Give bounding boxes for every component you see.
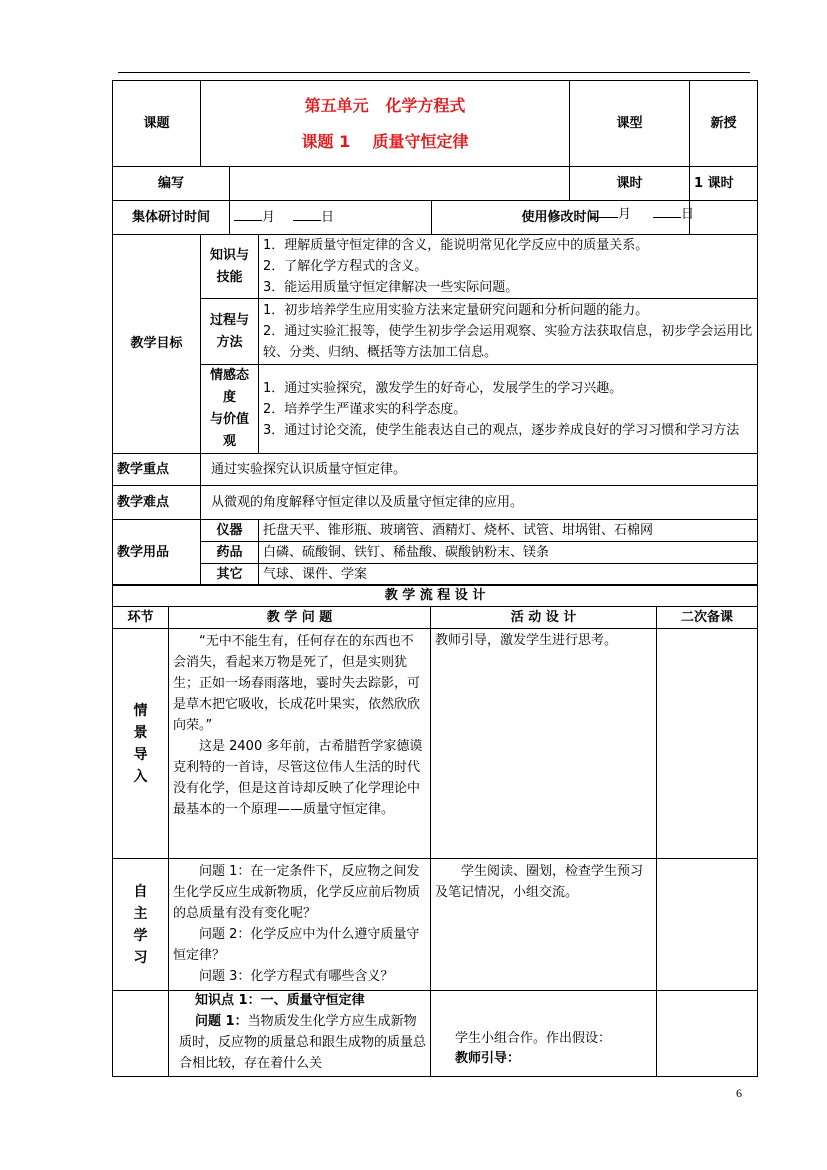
stage-self-study: 自 主 学 习 [113,859,169,991]
supply-cat-3: 其它 [201,564,259,586]
activity-intro: 教师引导，激发学生进行思考。 [431,629,657,859]
period-label: 课时 [570,167,690,201]
revision-intro [657,629,758,859]
flow-table [112,584,758,1077]
activity-knowledge: 学生小组合作。作出假设： 教师引导： [431,991,657,1077]
col-activity: 活 动 设 计 [431,607,657,629]
stage-knowledge [113,991,169,1077]
supply-cat-1: 仪器 [201,520,259,542]
supply-value-3: 气球、课件、学案 [259,564,758,586]
problem-intro: “无中不能生有，任何存在的东西也不会消失，看起来万物是死了，但是实则犹生；正如一场春雨落地，霎时失去踪影，可是草木把它吸收，长成花叶果实，依然欣欣向荣。” 这是 2400 多年前，古希腊哲学家德谟克利特的一首诗，尽管这位伟人生活的时代没有化学，但是这首诗却反映了化学理论中最基本的一个原理——质量守恒定律。 [169,629,431,859]
goal-cat-3: 情感态度 与价值观 [201,365,259,454]
study-time-label: 集体研讨时间 [113,201,230,235]
page-number: 6 [736,1086,742,1100]
revision-self-study [657,859,758,991]
goal-cat-2: 过程与 方法 [201,299,259,365]
lesson-title [201,81,570,167]
goals-table [112,234,758,586]
type-value: 新授 [690,81,758,167]
supplies-label: 教学用品 [113,520,201,586]
revise-time-label: 使用修改时间 [432,201,690,235]
problem-knowledge: 知识点 1：一、质量守恒定律 问题 1：当物质发生化学方应生成新物质时，反应物的质量总和跟生成物的质量总合相比较，存在着什么关 [169,991,431,1077]
key-point-label: 教学重点 [113,454,201,486]
problem-self-study: 问题 1：在一定条件下，反应物之间发生化学反应生成新物质，化学反应前后物质的总质量有没有变化呢？ 问题 2：化学反应中为什么遵守质量守恒定律？ 问题 3：化学方程式有哪些含义？ [169,859,431,991]
stage-intro: 情 景 导 入 [113,629,169,859]
author-label: 编写 [113,167,230,201]
supply-value-1: 托盘天平、锥形瓶、玻璃管、酒精灯、烧杯、试管、坩埚钳、石棉网 [259,520,758,542]
subject-label: 课题 [113,81,201,167]
difficulty-value: 从微观的角度解释守恒定律以及质量守恒定律的应用。 [201,486,758,520]
goal-items-2: 1．初步培养学生应用实验方法来定量研究问题和分析问题的能力。 2．通过实验汇报等，使学生初步学会运用观察、实验方法获取信息，初步学会运用比较、分类、归纳、概括等方法加工信息。 [259,299,758,365]
goal-items-3: 1．通过实验探究，激发学生的好奇心，发展学生的学习兴趣。 2．培养学生严谨求实的科学态度。 3．通过讨论交流，使学生能表达自己的观点，逐步养成良好的学习习惯和学习方法 [259,365,758,454]
flow-title: 教 学 流 程 设 计 [113,585,758,607]
col-problem: 教 学 问 题 [169,607,431,629]
col-stage: 环节 [113,607,169,629]
difficulty-label: 教学难点 [113,486,201,520]
supply-value-2: 白磷、硫酸铜、铁钉、稀盐酸、碳酸钠粉末、镁条 [259,542,758,564]
type-label: 课型 [570,81,690,167]
col-revision: 二次备课 [657,607,758,629]
title-line1: 第五单元 化学方程式 [304,95,466,115]
header-rule [118,72,750,73]
author-value [230,167,570,201]
key-point-value: 通过实验探究认识质量守恒定律。 [201,454,758,486]
goal-items-1: 1．理解质量守恒定律的含义，能说明常见化学反应中的质量关系。 2．了解化学方程式的含义。 3．能运用质量守恒定律解决一些实际问题。 [259,235,758,299]
activity-self-study: 学生阅读、圈划，检查学生预习及笔记情况，小组交流。 [431,859,657,991]
title-line2: 课题 1 质量守恒定律 [301,131,469,151]
period-value: 1 课时 [690,167,758,201]
goal-cat-1: 知识与 技能 [201,235,259,299]
supply-cat-2: 药品 [201,542,259,564]
study-time-value: 月 日 [230,201,432,235]
goals-label: 教学目标 [113,235,201,454]
revise-date-fill: 月 日 [590,203,694,222]
revision-knowledge [657,991,758,1077]
revise-time-value [690,201,758,235]
